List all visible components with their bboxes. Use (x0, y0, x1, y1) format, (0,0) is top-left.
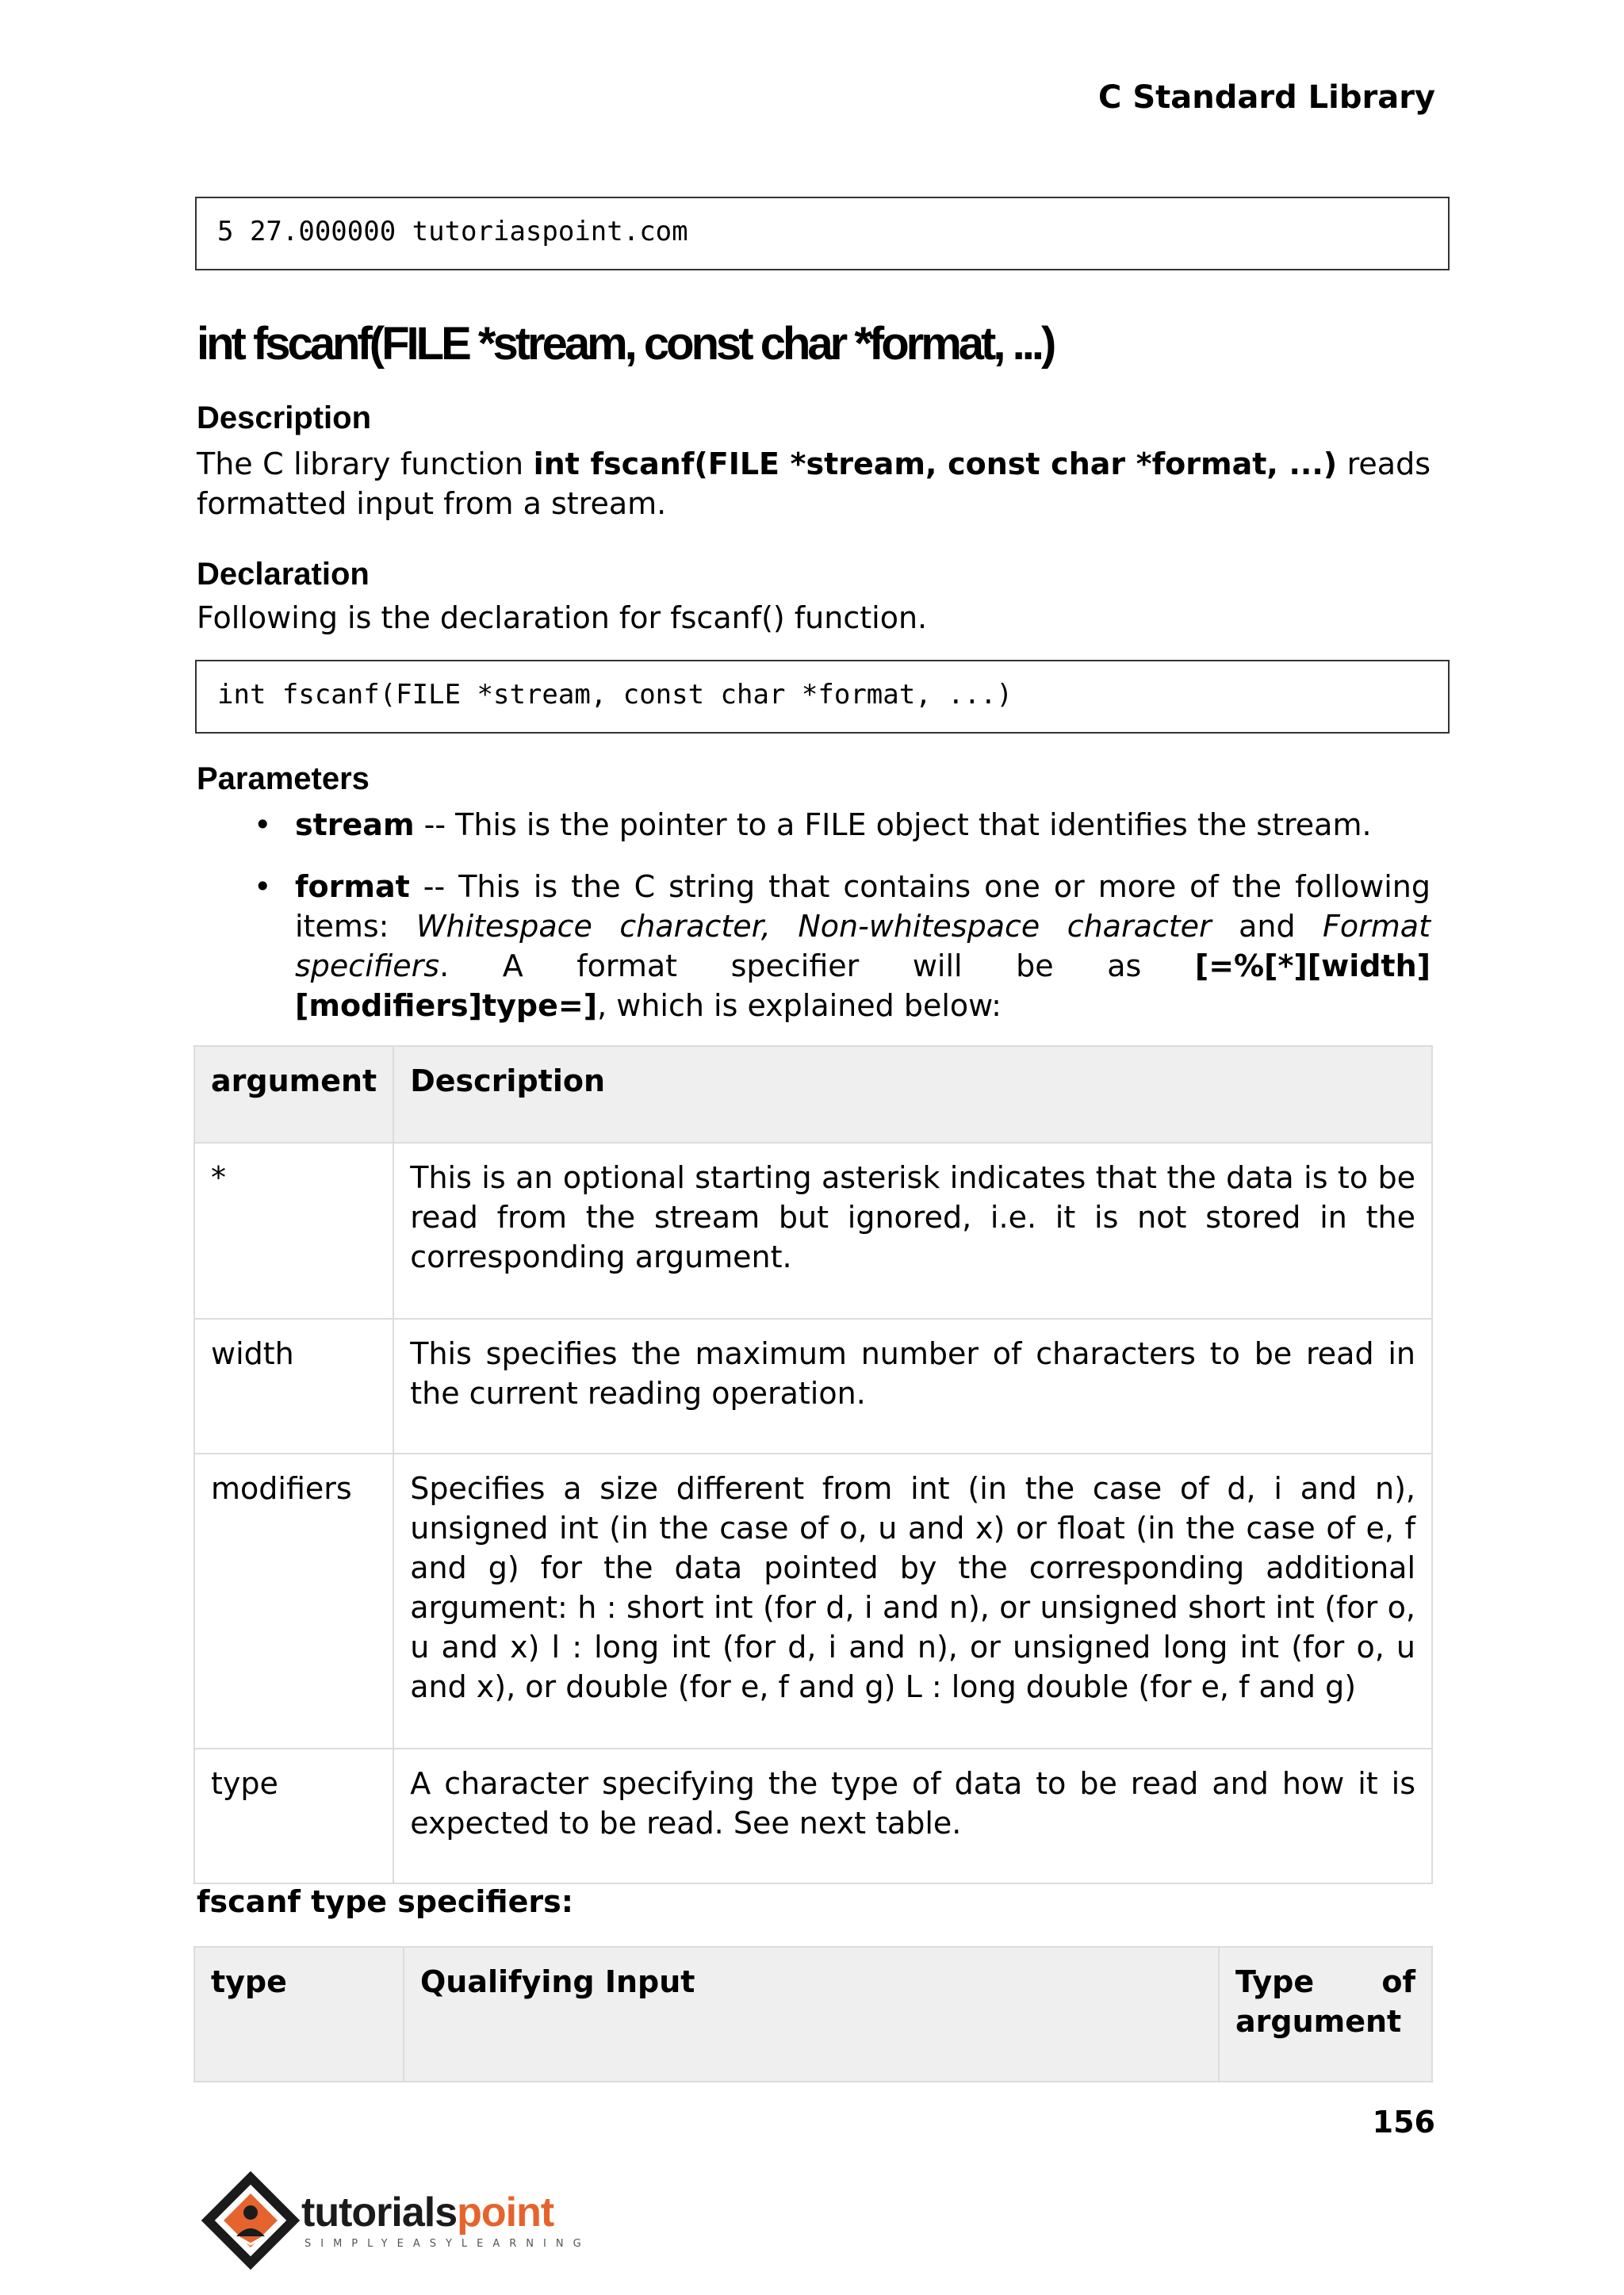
table-header-row (194, 1046, 1432, 1143)
argument-cell: type (194, 1749, 393, 1883)
argument-cell: modifiers (194, 1454, 393, 1749)
description-cell: A character specifying the type of data to be read and how it is expected to be read. See next table. (393, 1749, 1432, 1883)
param-format-italic-2: Format specifiers (295, 909, 1431, 983)
description-cell: Specifies a size different from int (in the case of d, i and n), unsigned int (in the case of o, u and x) or float (in the case of e, f and g) for the data pointed by the corresponding additional argument: h : short int (for d, i and n), or unsigned short int (for o, u and x) l : long int (for d, i and n), or unsigned long int (for o, u and x), or double (for e, f and g) L : long double (for e, f and g) (393, 1454, 1432, 1749)
declaration-code-box: int fscanf(FILE *stream, const char *format, ...) (195, 660, 1450, 734)
logo-wordmark (301, 2189, 553, 2236)
param-format-italic-1: Whitespace character, Non-whitespace character (416, 909, 1212, 944)
logo-tagline: SIMPLYEASYLEARNING (304, 2238, 591, 2250)
bullet-dot: • (254, 869, 272, 904)
description-text (197, 444, 1431, 523)
function-title: int fscanf(FILE *stream, const char *format, ...) (197, 318, 1054, 370)
column-header-type: type (194, 1947, 404, 2082)
param-stream-item (254, 805, 1431, 845)
format-specifier-pattern: [=%[*][width][modifiers]type=] (295, 948, 1431, 1023)
declaration-heading: Declaration (197, 557, 370, 592)
argument-cell: width (194, 1319, 393, 1454)
table-row (194, 1319, 1432, 1454)
param-format-text-2: . A format specifier will be as (439, 948, 1195, 983)
param-format-and: and (1211, 909, 1323, 944)
logo-text-accent: point (457, 2190, 554, 2236)
param-stream-text: -- This is the pointer to a FILE object that identifies the stream. (414, 807, 1372, 842)
param-format-text: -- This is the C string that contains one or more of the following items: (295, 869, 1431, 944)
column-header-description: Description (393, 1046, 1432, 1143)
description-text-after: reads formatted input from a stream. (197, 446, 1431, 521)
table-row (194, 1749, 1432, 1883)
table-header-row (194, 1947, 1432, 2082)
param-format-item (254, 867, 1431, 1025)
arguments-table (193, 1045, 1433, 1884)
logo-text-dark: tutorials (301, 2190, 458, 2236)
bullet-dot: • (254, 807, 272, 842)
output-code-box: 5 27.000000 tutoriaspoint.com (195, 197, 1450, 270)
column-header-argument: argument (194, 1046, 393, 1143)
tutorialspoint-logo-icon (195, 2165, 306, 2276)
page-number: 156 (1372, 2105, 1435, 2140)
description-heading: Description (197, 400, 372, 435)
description-signature: int fscanf(FILE *stream, const char *format, ...) (533, 446, 1338, 481)
description-cell: This specifies the maximum number of characters to be read in the current reading operation. (393, 1319, 1432, 1454)
parameters-heading: Parameters (197, 761, 370, 796)
param-format-term: format (295, 869, 410, 904)
description-cell: This is an optional starting asterisk indicates that the data is to be read from the stream but ignored, i.e. it is not stored in the corresponding argument. (393, 1143, 1432, 1319)
column-header-qualifying-input: Qualifying Input (404, 1947, 1219, 2082)
type-specifiers-heading: fscanf type specifiers: (197, 1884, 573, 1919)
table-row (194, 1454, 1432, 1749)
column-header-type-of-argument: Type of argument (1219, 1947, 1432, 2082)
declaration-text: Following is the declaration for fscanf() function. (197, 600, 928, 635)
table-row (194, 1143, 1432, 1319)
param-format-text-3: , which is explained below: (597, 988, 1002, 1023)
argument-cell: * (194, 1143, 393, 1319)
description-text-before: The C library function (197, 446, 534, 481)
page-header-title: C Standard Library (1098, 79, 1435, 116)
param-stream-term: stream (295, 807, 415, 842)
type-specifiers-table (193, 1946, 1433, 2082)
